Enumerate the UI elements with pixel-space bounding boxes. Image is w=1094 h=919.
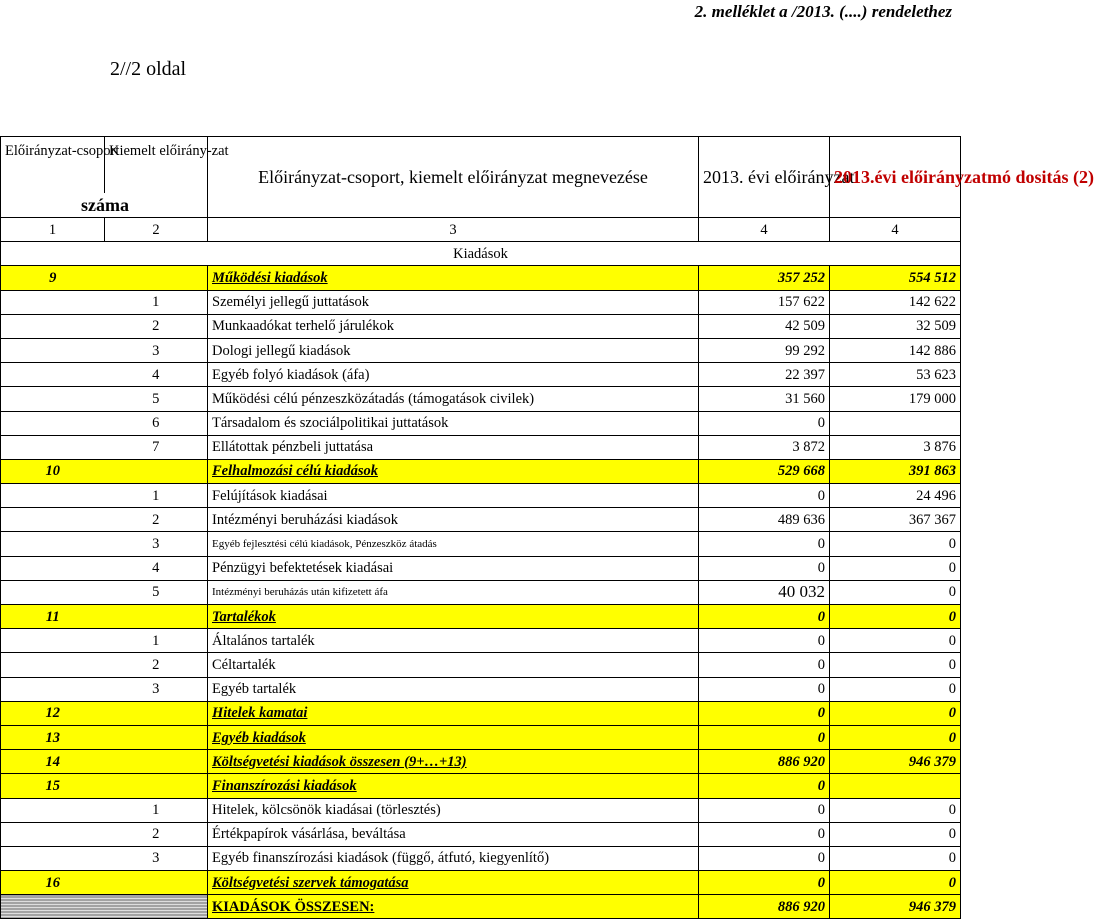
- modification-value-cell: 0: [830, 580, 961, 604]
- header-row: [1, 137, 961, 194]
- year-value-cell: 0: [699, 532, 830, 556]
- modification-value-cell: 179 000: [830, 387, 961, 411]
- item-name-cell: Társadalom és szociálpolitikai juttatások: [208, 411, 699, 435]
- item-name-cell: Munkaadókat terhelő járulékok: [208, 314, 699, 338]
- modification-value-cell: 0: [830, 677, 961, 701]
- item-name-cell: Céltartalék: [208, 653, 699, 677]
- group-number-cell: [1, 363, 105, 387]
- year-value-cell: 99 292: [699, 338, 830, 362]
- item-row: [1, 629, 961, 653]
- kiemelt-number-cell: 4: [105, 556, 208, 580]
- kiemelt-number-cell: [105, 750, 208, 774]
- item-name-cell: Tartalékok: [208, 605, 699, 629]
- group-number-cell: [1, 846, 105, 870]
- modification-value-cell: 0: [830, 846, 961, 870]
- year-value-cell: 0: [699, 822, 830, 846]
- item-name-cell: Ellátottak pénzbeli juttatása: [208, 435, 699, 459]
- modification-value-cell: 0: [830, 605, 961, 629]
- group-row: [1, 266, 961, 290]
- header-year-col: 2013. évi előirányzat: [699, 137, 830, 218]
- group-number-cell: [1, 484, 105, 508]
- item-row: [1, 484, 961, 508]
- item-name-cell: Intézményi beruházás után kifizetett áfa: [208, 580, 699, 604]
- item-row: [1, 580, 961, 604]
- modification-value-cell: 0: [830, 556, 961, 580]
- kiemelt-number-cell: [105, 725, 208, 749]
- year-value-cell: 0: [699, 677, 830, 701]
- kiemelt-number-cell: 3: [105, 677, 208, 701]
- kiemelt-number-cell: 1: [105, 484, 208, 508]
- group-row: [1, 459, 961, 483]
- item-name-cell: Egyéb finanszírozási kiadások (függő, átfutó, kiegyenlítő): [208, 846, 699, 870]
- item-name-cell: Hitelek kamatai: [208, 701, 699, 725]
- kiemelt-number-cell: 6: [105, 411, 208, 435]
- item-name-cell: Egyéb tartalék: [208, 677, 699, 701]
- modification-value-cell: 367 367: [830, 508, 961, 532]
- group-number-cell: [1, 338, 105, 362]
- item-row: [1, 822, 961, 846]
- column-number-row: [1, 218, 961, 242]
- year-value-cell: 0: [699, 653, 830, 677]
- item-name-cell: Hitelek, kölcsönök kiadásai (törlesztés): [208, 798, 699, 822]
- item-name-cell: Felhalmozási célú kiadások: [208, 459, 699, 483]
- year-value-cell: 0: [699, 484, 830, 508]
- kiemelt-number-cell: 5: [105, 387, 208, 411]
- year-value-cell: 3 872: [699, 435, 830, 459]
- modification-value-cell: 0: [830, 822, 961, 846]
- year-value-cell: 0: [699, 846, 830, 870]
- modification-value-cell: 946 379: [830, 750, 961, 774]
- col-number: 3: [208, 218, 699, 242]
- modification-value-cell: 32 509: [830, 314, 961, 338]
- col-number: 4: [699, 218, 830, 242]
- item-name-cell: Költségvetési kiadások összesen (9+…+13): [208, 750, 699, 774]
- year-value-cell: 31 560: [699, 387, 830, 411]
- item-name-cell: Személyi jellegű juttatások: [208, 290, 699, 314]
- group-number-cell: [1, 629, 105, 653]
- item-name-cell: Intézményi beruházási kiadások: [208, 508, 699, 532]
- year-value-cell: 157 622: [699, 290, 830, 314]
- modification-value-cell: 0: [830, 653, 961, 677]
- page-label: 2//2 oldal: [110, 58, 187, 80]
- modification-value-cell: 0: [830, 701, 961, 725]
- group-row: [1, 725, 961, 749]
- group-number-cell: [1, 580, 105, 604]
- modification-value-cell: 53 623: [830, 363, 961, 387]
- year-value-cell: 886 920: [699, 895, 830, 919]
- group-row: [1, 605, 961, 629]
- modification-value-cell: 0: [830, 629, 961, 653]
- kiemelt-number-cell: 3: [105, 532, 208, 556]
- group-row: [1, 871, 961, 895]
- item-row: [1, 677, 961, 701]
- year-value-cell: 0: [699, 701, 830, 725]
- group-number-cell: 14: [1, 750, 105, 774]
- item-row: [1, 435, 961, 459]
- kiemelt-number-cell: 4: [105, 363, 208, 387]
- col-number: 4: [830, 218, 961, 242]
- modification-value-cell: 24 496: [830, 484, 961, 508]
- kiemelt-number-cell: [105, 895, 208, 919]
- group-row: [1, 701, 961, 725]
- modification-value-cell: [830, 774, 961, 798]
- item-name-cell: Működési kiadások: [208, 266, 699, 290]
- item-name-cell: Pénzügyi befektetések kiadásai: [208, 556, 699, 580]
- modification-value-cell: 0: [830, 532, 961, 556]
- year-value-cell: 22 397: [699, 363, 830, 387]
- item-row: [1, 556, 961, 580]
- year-value-cell: 489 636: [699, 508, 830, 532]
- item-name-cell: Dologi jellegű kiadások: [208, 338, 699, 362]
- group-row: [1, 774, 961, 798]
- group-row: [1, 750, 961, 774]
- item-row: [1, 798, 961, 822]
- modification-value-cell: 391 863: [830, 459, 961, 483]
- expenditure-table: [0, 136, 1094, 919]
- modification-value-cell: [830, 411, 961, 435]
- modification-value-cell: 142 886: [830, 338, 961, 362]
- item-name-cell: KIADÁSOK ÖSSZESEN:: [208, 895, 699, 919]
- modification-value-cell: 0: [830, 871, 961, 895]
- kiemelt-number-cell: 7: [105, 435, 208, 459]
- group-number-cell: [1, 532, 105, 556]
- kiemelt-number-cell: [105, 605, 208, 629]
- item-row: [1, 411, 961, 435]
- kiemelt-number-cell: 5: [105, 580, 208, 604]
- kiemelt-number-cell: 2: [105, 653, 208, 677]
- group-number-cell: 9: [1, 266, 105, 290]
- item-row: [1, 363, 961, 387]
- item-name-cell: Értékpapírok vásárlása, beváltása: [208, 822, 699, 846]
- item-row: [1, 387, 961, 411]
- item-row: [1, 290, 961, 314]
- item-row: [1, 532, 961, 556]
- group-number-cell: 11: [1, 605, 105, 629]
- item-name-cell: Egyéb kiadások: [208, 725, 699, 749]
- kiemelt-number-cell: 1: [105, 798, 208, 822]
- year-value-cell: 0: [699, 871, 830, 895]
- header-szama: száma: [1, 193, 208, 218]
- col-number: 2: [105, 218, 208, 242]
- kiemelt-number-cell: [105, 774, 208, 798]
- group-number-cell: [1, 822, 105, 846]
- modification-value-cell: 0: [830, 798, 961, 822]
- item-name-cell: Működési célú pénzeszközátadás (támogatások civilek): [208, 387, 699, 411]
- annex-label: 2. melléklet a /2013. (....) rendelethez: [694, 2, 952, 21]
- group-number-cell: [1, 677, 105, 701]
- section-title: Kiadások: [1, 242, 961, 266]
- total-row: [1, 895, 961, 919]
- item-name-cell: Egyéb folyó kiadások (áfa): [208, 363, 699, 387]
- item-row: [1, 653, 961, 677]
- group-number-cell: [1, 556, 105, 580]
- group-number-cell: 16: [1, 871, 105, 895]
- group-number-cell: [1, 895, 105, 919]
- group-number-cell: [1, 508, 105, 532]
- kiemelt-number-cell: 2: [105, 822, 208, 846]
- kiemelt-number-cell: 2: [105, 508, 208, 532]
- year-value-cell: 0: [699, 411, 830, 435]
- item-name-cell: Költségvetési szervek támogatása: [208, 871, 699, 895]
- year-value-cell: 0: [699, 725, 830, 749]
- year-value-cell: 357 252: [699, 266, 830, 290]
- group-number-cell: 13: [1, 725, 105, 749]
- kiemelt-number-cell: 1: [105, 290, 208, 314]
- header-group-col: Előirányzat-csoport: [1, 137, 105, 194]
- col-number: 1: [1, 218, 105, 242]
- year-value-cell: 0: [699, 798, 830, 822]
- item-name-cell: Felújítások kiadásai: [208, 484, 699, 508]
- kiemelt-number-cell: [105, 266, 208, 290]
- year-value-cell: 42 509: [699, 314, 830, 338]
- item-name-cell: Általános tartalék: [208, 629, 699, 653]
- kiemelt-number-cell: [105, 871, 208, 895]
- group-number-cell: 10: [1, 459, 105, 483]
- group-number-cell: [1, 314, 105, 338]
- year-value-cell: 40 032: [699, 580, 830, 604]
- modification-value-cell: 946 379: [830, 895, 961, 919]
- modification-value-cell: 3 876: [830, 435, 961, 459]
- modification-value-cell: 142 622: [830, 290, 961, 314]
- kiemelt-number-cell: 3: [105, 338, 208, 362]
- year-value-cell: 0: [699, 774, 830, 798]
- item-row: [1, 508, 961, 532]
- kiemelt-number-cell: 3: [105, 846, 208, 870]
- kiemelt-number-cell: 1: [105, 629, 208, 653]
- group-number-cell: 12: [1, 701, 105, 725]
- modification-value-cell: 554 512: [830, 266, 961, 290]
- header-kiemelt-col: Kiemelt előirány-zat: [105, 137, 208, 194]
- year-value-cell: 0: [699, 629, 830, 653]
- item-name-cell: Egyéb fejlesztési célú kiadások, Pénzeszköz átadás: [208, 532, 699, 556]
- group-number-cell: [1, 653, 105, 677]
- group-number-cell: [1, 411, 105, 435]
- year-value-cell: 886 920: [699, 750, 830, 774]
- item-row: [1, 846, 961, 870]
- year-value-cell: 0: [699, 605, 830, 629]
- group-number-cell: [1, 387, 105, 411]
- kiemelt-number-cell: [105, 459, 208, 483]
- group-number-cell: [1, 435, 105, 459]
- kiemelt-number-cell: 2: [105, 314, 208, 338]
- kiemelt-number-cell: [105, 701, 208, 725]
- year-value-cell: 529 668: [699, 459, 830, 483]
- item-name-cell: Finanszírozási kiadások: [208, 774, 699, 798]
- group-number-cell: [1, 798, 105, 822]
- modification-value-cell: 0: [830, 725, 961, 749]
- header-name-col: Előirányzat-csoport, kiemelt előirányzat megnevezése: [208, 137, 699, 218]
- group-number-cell: [1, 290, 105, 314]
- item-row: [1, 338, 961, 362]
- item-row: [1, 314, 961, 338]
- year-value-cell: 0: [699, 556, 830, 580]
- header-mod-col: 2013.évi előirányzatmó dositás (2): [830, 137, 961, 218]
- group-number-cell: 15: [1, 774, 105, 798]
